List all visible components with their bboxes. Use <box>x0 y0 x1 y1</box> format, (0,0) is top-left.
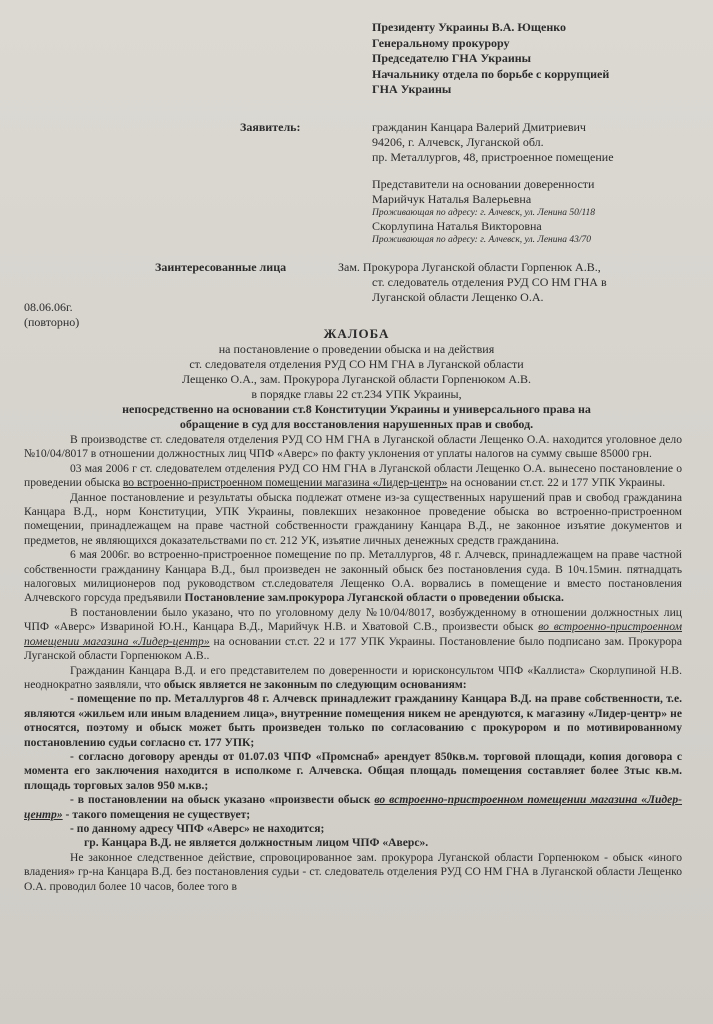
paragraph: В постановлении было указано, что по уголовному делу №10/04/8017, возбужденному в отношении должностных лиц ЧПФ «Аверс» Извариной Ю.Н., Канцара В.Д., Марийчук Н.В. и Хватовой С.В., произвести обыск во встроенно-пристроенном помещении магазина «Лидер-центр» на основании ст.ст. 22 и 177 УПК Украины. Постановление было подписано зам. Прокурора Луганской области Горпенюком А.В.. <box>24 605 682 663</box>
addressee-block <box>372 20 702 98</box>
representative-address: Проживающая по адресу: г. Алчевск, ул. Ленина 43/70 <box>372 235 591 245</box>
complaint-body <box>24 433 682 894</box>
paragraph: 6 мая 2006г. во встроенно-пристроенное помещение по пр. Металлургов, 48 г. Алчевск, принадлежащем на праве частной собственности гражданину Канцара В.Д., был произведен не законный обыск без постановления суда. В 10ч.15мин. пятнадцать налоговых милиционеров под руководством ст.следователя Лещенко О.А. ворвались в помещение и вместо постановления Алчевского горсуда предъявили Постановление зам.прокурора Луганской области о проведении обыска. <box>24 548 682 605</box>
addressee-line: Председателю ГНА Украины <box>372 51 532 65</box>
paragraph: В производстве ст. следователя отделения РУД СО НМ ГНА в Луганской области Лещенко О.А. находится уголовное дело №10/04/8017 в отношении должностных лиц ЧПФ «Аверс» по факту уклонения от уплаты налогов на сумму свыше 85000 грн. <box>24 433 682 461</box>
applicant-info <box>372 120 702 165</box>
bullet-item: - помещение по пр. Металлургов 48 г. Алчевск принадлежит гражданину Канцара В.Д. на праве собственности, т.е. являются «жильем или иным владением лица», внутренние помещения никем не арендуются, к магазину «Лидер-центр» не относятся, поэтому и обыск может быть произведен только по согласованию с прокурором и по мотивированному постановлению судьи согласно ст. 177 УПК; <box>24 692 682 749</box>
addressee-line: Президенту Украины В.А. Ющенко <box>372 20 567 34</box>
subtitle-line: в порядке главы 22 ст.234 УПК Украины, <box>251 387 462 401</box>
subtitle-bold-line: обращение в суд для восстановления нарушенных прав и свобод. <box>179 417 534 431</box>
applicant-line: пр. Металлургов, 48, пристроенное помещение <box>372 150 614 164</box>
interested-line: ст. следователь отделения РУД СО НМ ГНА в <box>372 275 607 289</box>
interested-line: Зам. Прокурора Луганской области Горпенюк А.В., <box>338 260 601 274</box>
interested-line: Луганской области Лещенко О.А. <box>372 290 544 304</box>
representatives-block <box>372 177 702 246</box>
addressee-line: ГНА Украины <box>372 82 452 96</box>
representative-name: Скорлупина Наталья Викторовна <box>372 219 542 233</box>
paragraph: 03 мая 2006 г ст. следователем отделения РУД СО НМ ГНА в Луганской области Лещенко О.А. вынесено постановление о проведении обыска во встроенно-пристроенном помещении магазина «Лидер-центр» на основании ст.ст. 22 и 177 УПК Украины. <box>24 461 682 490</box>
paragraph: Не законное следственное действие, спровоцированное зам. прокурора Луганской области Горпенюком - обыск «иного владения» гр-на Канцара В.Д. без постановления судьи - ст. следователь отделения РУД СО НМ ГНА в Луганской области Лещенко О.А. проводил более 10 часов, более того в <box>24 850 682 893</box>
representatives-title: Представители на основании доверенности <box>372 177 595 191</box>
bullet-item: гр. Канцара В.Д. не является должностным лицом ЧПФ «Аверс». <box>84 836 429 850</box>
bullet-item: - по данному адресу ЧПФ «Аверс» не находится; <box>70 821 325 835</box>
representative-name: Марийчук Наталья Валерьевна <box>372 192 532 206</box>
addressee-line: Генеральному прокурору <box>372 35 510 50</box>
subtitle-bold-line: непосредственно на основании ст.8 Конституции Украины и универсального права на <box>122 402 591 416</box>
bullet-item: - согласно договору аренды от 01.07.03 ЧПФ «Промснаб» арендует 850кв.м. торговой площади, копия договора с момента его заключения находится в исполкоме г. Алчевска. Общая площадь помещения составляет более 3тыс кв.м. площадь торговых залов 950 м.кв.; <box>24 749 682 792</box>
addressee-line: Начальнику отдела по борьбе с коррупцией <box>372 66 610 81</box>
representative-address: Проживающая по адресу: г. Алчевск, ул. Ленина 50/118 <box>372 208 596 218</box>
subtitle-line: Лещенко О.А., зам. Прокурора Луганской области Горпенюком А.В. <box>181 372 532 386</box>
applicant-line: 94206, г. Алчевск, Луганской обл. <box>372 135 544 149</box>
paragraph: Данное постановление и результаты обыска подлежат отмене из-за существенных нарушений прав и свобод гражданина Канцара В.Д., норм Конституции, УПК Украины, повлекших незаконное проведение обыска во встроенно-пристроенном помещении, принадлежащем на праве частной собственности гражданину Канцара В.Д., не законное изъятие документов и предметов, не являющихся доказательствами по ст. 212 УК, изъятие личных денежных средств гражданина. <box>24 490 682 547</box>
document-subtitle <box>0 342 713 432</box>
applicant-label: Заявитель: <box>240 120 301 134</box>
subtitle-line: на постановление о проведении обыска и на действия <box>218 342 495 356</box>
bullet-item: - в постановлении на обыск указано «произвести обыск во встроенно-пристроенном помещении магазина «Лидер-центр» - такого помещения не существует; <box>24 793 682 821</box>
subtitle-line: ст. следователя отделения РУД СО НМ ГНА в Луганской области <box>189 357 524 371</box>
document-title: ЖАЛОБА <box>323 326 390 341</box>
interested-info <box>338 260 698 305</box>
interested-label: Заинтересованные лица <box>155 260 287 274</box>
applicant-line: гражданин Канцара Валерий Дмитриевич <box>372 120 586 134</box>
date-text: 08.06.06г. <box>24 300 73 314</box>
paragraph: Гражданин Канцара В.Д. и его представителем по доверенности и юрисконсультом ЧПФ «Каллиста» Скорлупиной Н.В. неоднократно заявляли, что обыск является не законным по следующим основаниям: <box>24 663 682 691</box>
repeat-note: (повторно) <box>24 315 80 329</box>
